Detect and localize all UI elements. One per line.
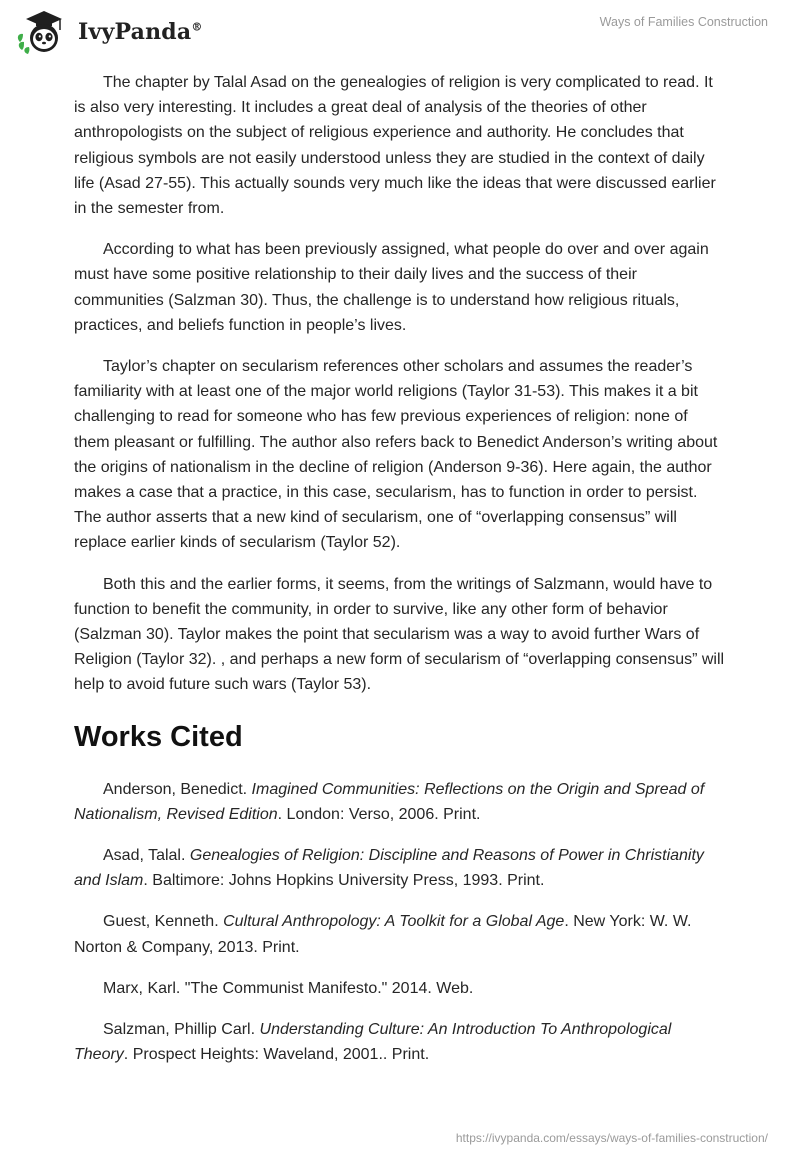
citation-author: Marx, Karl.: [103, 979, 181, 997]
page-header: [0, 0, 800, 70]
citation-title: Genealogies of Religion: Discipline and Reasons of Power in Christianity and Islam: [74, 847, 704, 890]
citation-title: Cultural Anthropology: A Toolkit for a Global Age: [223, 913, 565, 931]
source-url[interactable]: https://ivypanda.com/essays/ways-of-families-construction/: [455, 1131, 768, 1145]
citation-entry: [74, 976, 726, 1001]
citation-author: Salzman, Phillip Carl.: [103, 1021, 256, 1039]
panda-graduate-icon: [14, 8, 72, 56]
citation-details: . Baltimore: Johns Hopkins University Press, 1993. Print.: [143, 872, 545, 890]
citation-entry: [74, 909, 726, 959]
ivypanda-logo[interactable]: [14, 8, 203, 56]
body-paragraph: The chapter by Talal Asad on the genealogies of religion is very complicated to read. It is also very interesting. It includes a great deal of analysis of the theories of other anthropologists on the subject of religious experience and authority. He concludes that religious symbols are not easily understood unless they are studied in the context of daily life (Asad 27-55). This actually sounds very much like the ideas that were discussed earlier in the semester from.: [74, 74, 716, 218]
body-paragraph: Both this and the earlier forms, it seems, from the writings of Salzmann, would have to function to benefit the community, in order to survive, like any other form of behavior (Salzman 30). Taylor makes the point that secularism was a way to avoid further Wars of Religion (Taylor 32). , and perhaps a new form of secularism of “overlapping consensus” will help to avoid future such wars (Taylor 53).: [74, 575, 725, 694]
citation-details: "The Communist Manifesto." 2014. Web.: [184, 979, 474, 997]
citation-author: Anderson, Benedict.: [103, 780, 248, 798]
citation-details: . London: Verso, 2006. Print.: [277, 805, 481, 823]
works-cited-heading: Works Cited: [74, 720, 243, 753]
essay-body: [74, 70, 726, 1084]
citation-details: . New York: W. W. Norton & Company, 2013. Print.: [74, 913, 692, 956]
document-title: Ways of Families Construction: [599, 15, 768, 29]
brand-name: IvyPanda®: [78, 19, 203, 45]
citation-author: Asad, Talal.: [103, 847, 186, 865]
body-paragraph: According to what has been previously assigned, what people do over and over again must have some positive relationship to their daily lives and the success of their communities (Salzman 30). Thus, the challenge is to understand how religious rituals, practices, and beliefs function in people’s lives.: [74, 241, 709, 334]
citation-entry: [74, 777, 726, 827]
citation-entry: [74, 1017, 726, 1067]
citation-details: . Prospect Heights: Waveland, 2001.. Print.: [123, 1046, 430, 1064]
citation-entry: [74, 843, 726, 893]
citation-title: Understanding Culture: An Introduction To Anthropological Theory: [74, 1021, 672, 1064]
citation-author: Guest, Kenneth.: [103, 913, 219, 931]
citation-title: Imagined Communities: Reflections on the Origin and Spread of Nationalism, Revised Edition: [74, 780, 705, 823]
body-paragraph: Taylor’s chapter on secularism references other scholars and assumes the reader’s familiarity with at least one of the major world religions (Taylor 31-53). This makes it a bit challenging to read for someone who has few previous experiences of religion: none of them pleasant or fulfilling. The author also refers back to Benedict Anderson’s writing about the origins of nationalism in the decline of religion (Anderson 9-36). Here again, the author makes a case that a practice, in this case, secularism, has to function in order to persist. The author asserts that a new kind of secularism, one of “overlapping consensus” will replace earlier kinds of secularism (Taylor 52).: [74, 358, 718, 552]
